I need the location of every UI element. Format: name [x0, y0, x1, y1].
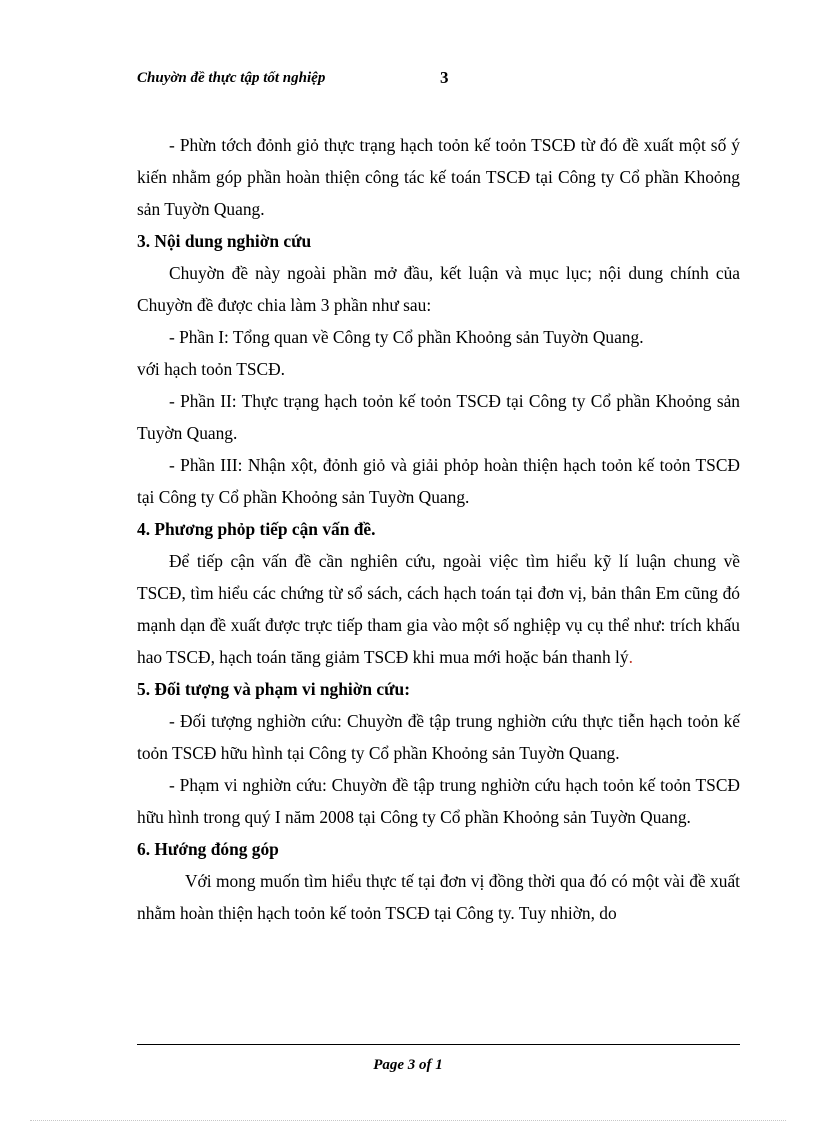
- section-heading: 5. Đối tượng và phạm vi nghiờn cứu:: [137, 679, 411, 699]
- document-body: [137, 129, 740, 929]
- paragraph: - Phần II: Thực trạng hạch toỏn kế toỏn TSCĐ tại Công ty Cổ phần Khoỏng sản Tuyờn Quang.: [137, 391, 740, 443]
- header-title: Chuyờn đề thực tập tốt nghiệp: [137, 70, 326, 86]
- paragraph: - Phần I: Tổng quan về Công ty Cổ phần Khoỏng sản Tuyờn Quang.: [169, 327, 644, 347]
- section-heading: 3. Nội dung nghiờn cứu: [137, 231, 312, 251]
- header-page-number: 3: [440, 68, 449, 87]
- footer-page-label: Page 3 of 1: [373, 1057, 443, 1073]
- paragraph: - Phần III: Nhận xột, đỏnh giỏ và giải phỏp hoàn thiện hạch toỏn kế toỏn TSCĐ tại Công ty Cổ phần Khoỏng sản Tuyờn Quang.: [137, 455, 740, 507]
- paragraph-end-mark: .: [628, 647, 633, 667]
- paragraph: Với mong muốn tìm hiểu thực tế tại đơn vị đồng thời qua đó có một vài đề xuất nhằm hoàn thiện hạch toỏn kế toỏn TSCĐ tại Công ty. Tuy nhiờn, do: [137, 871, 740, 923]
- footer-divider: [137, 1044, 740, 1045]
- page-boundary: [30, 1120, 786, 1121]
- paragraph-text: Để tiếp cận vấn đề cần nghiên cứu, ngoài việc tìm hiểu kỹ lí luận chung về TSCĐ, tìm hiểu các chứng từ sổ sách, cách hạch toán tại đơn vị, bản thân Em cũng đó mạnh dạn đề xuất được trực tiếp tham gia vào một số nghiệp vụ cụ thể như: trích khấu hao TSCĐ, hạch toán tăng giảm TSCĐ khi mua mới hoặc bán thanh lý: [137, 551, 740, 667]
- section-heading: 4. Phương phỏp tiếp cận vấn đề.: [137, 519, 376, 539]
- section-heading: 6. Hướng đóng góp: [137, 839, 279, 859]
- paragraph: với hạch toỏn TSCĐ.: [137, 359, 285, 379]
- paragraph: - Phạm vi nghiờn cứu: Chuyờn đề tập trung nghiờn cứu hạch toỏn kế toỏn TSCĐ hữu hình trong quý I năm 2008 tại Công ty Cổ phần Khoỏng sản Tuyờn Quang.: [137, 775, 740, 827]
- paragraph: Chuyờn đề này ngoài phần mở đầu, kết luận và mục lục; nội dung chính của Chuyờn đề được chia làm 3 phần như sau:: [137, 263, 740, 315]
- paragraph: - Phừn tớch đỏnh giỏ thực trạng hạch toỏn kế toỏn TSCĐ từ đó đề xuất một số ý kiến nhằm góp phần hoàn thiện công tác kế toán TSCĐ tại Công ty Cổ phần Khoỏng sản Tuyờn Quang.: [137, 135, 740, 219]
- paragraph: [137, 545, 740, 673]
- paragraph: - Đối tượng nghiờn cứu: Chuyờn đề tập trung nghiờn cứu thực tiễn hạch toỏn kế toỏn TSCĐ hữu hình tại Công ty Cổ phần Khoỏng sản Tuyờn Quang.: [137, 711, 740, 763]
